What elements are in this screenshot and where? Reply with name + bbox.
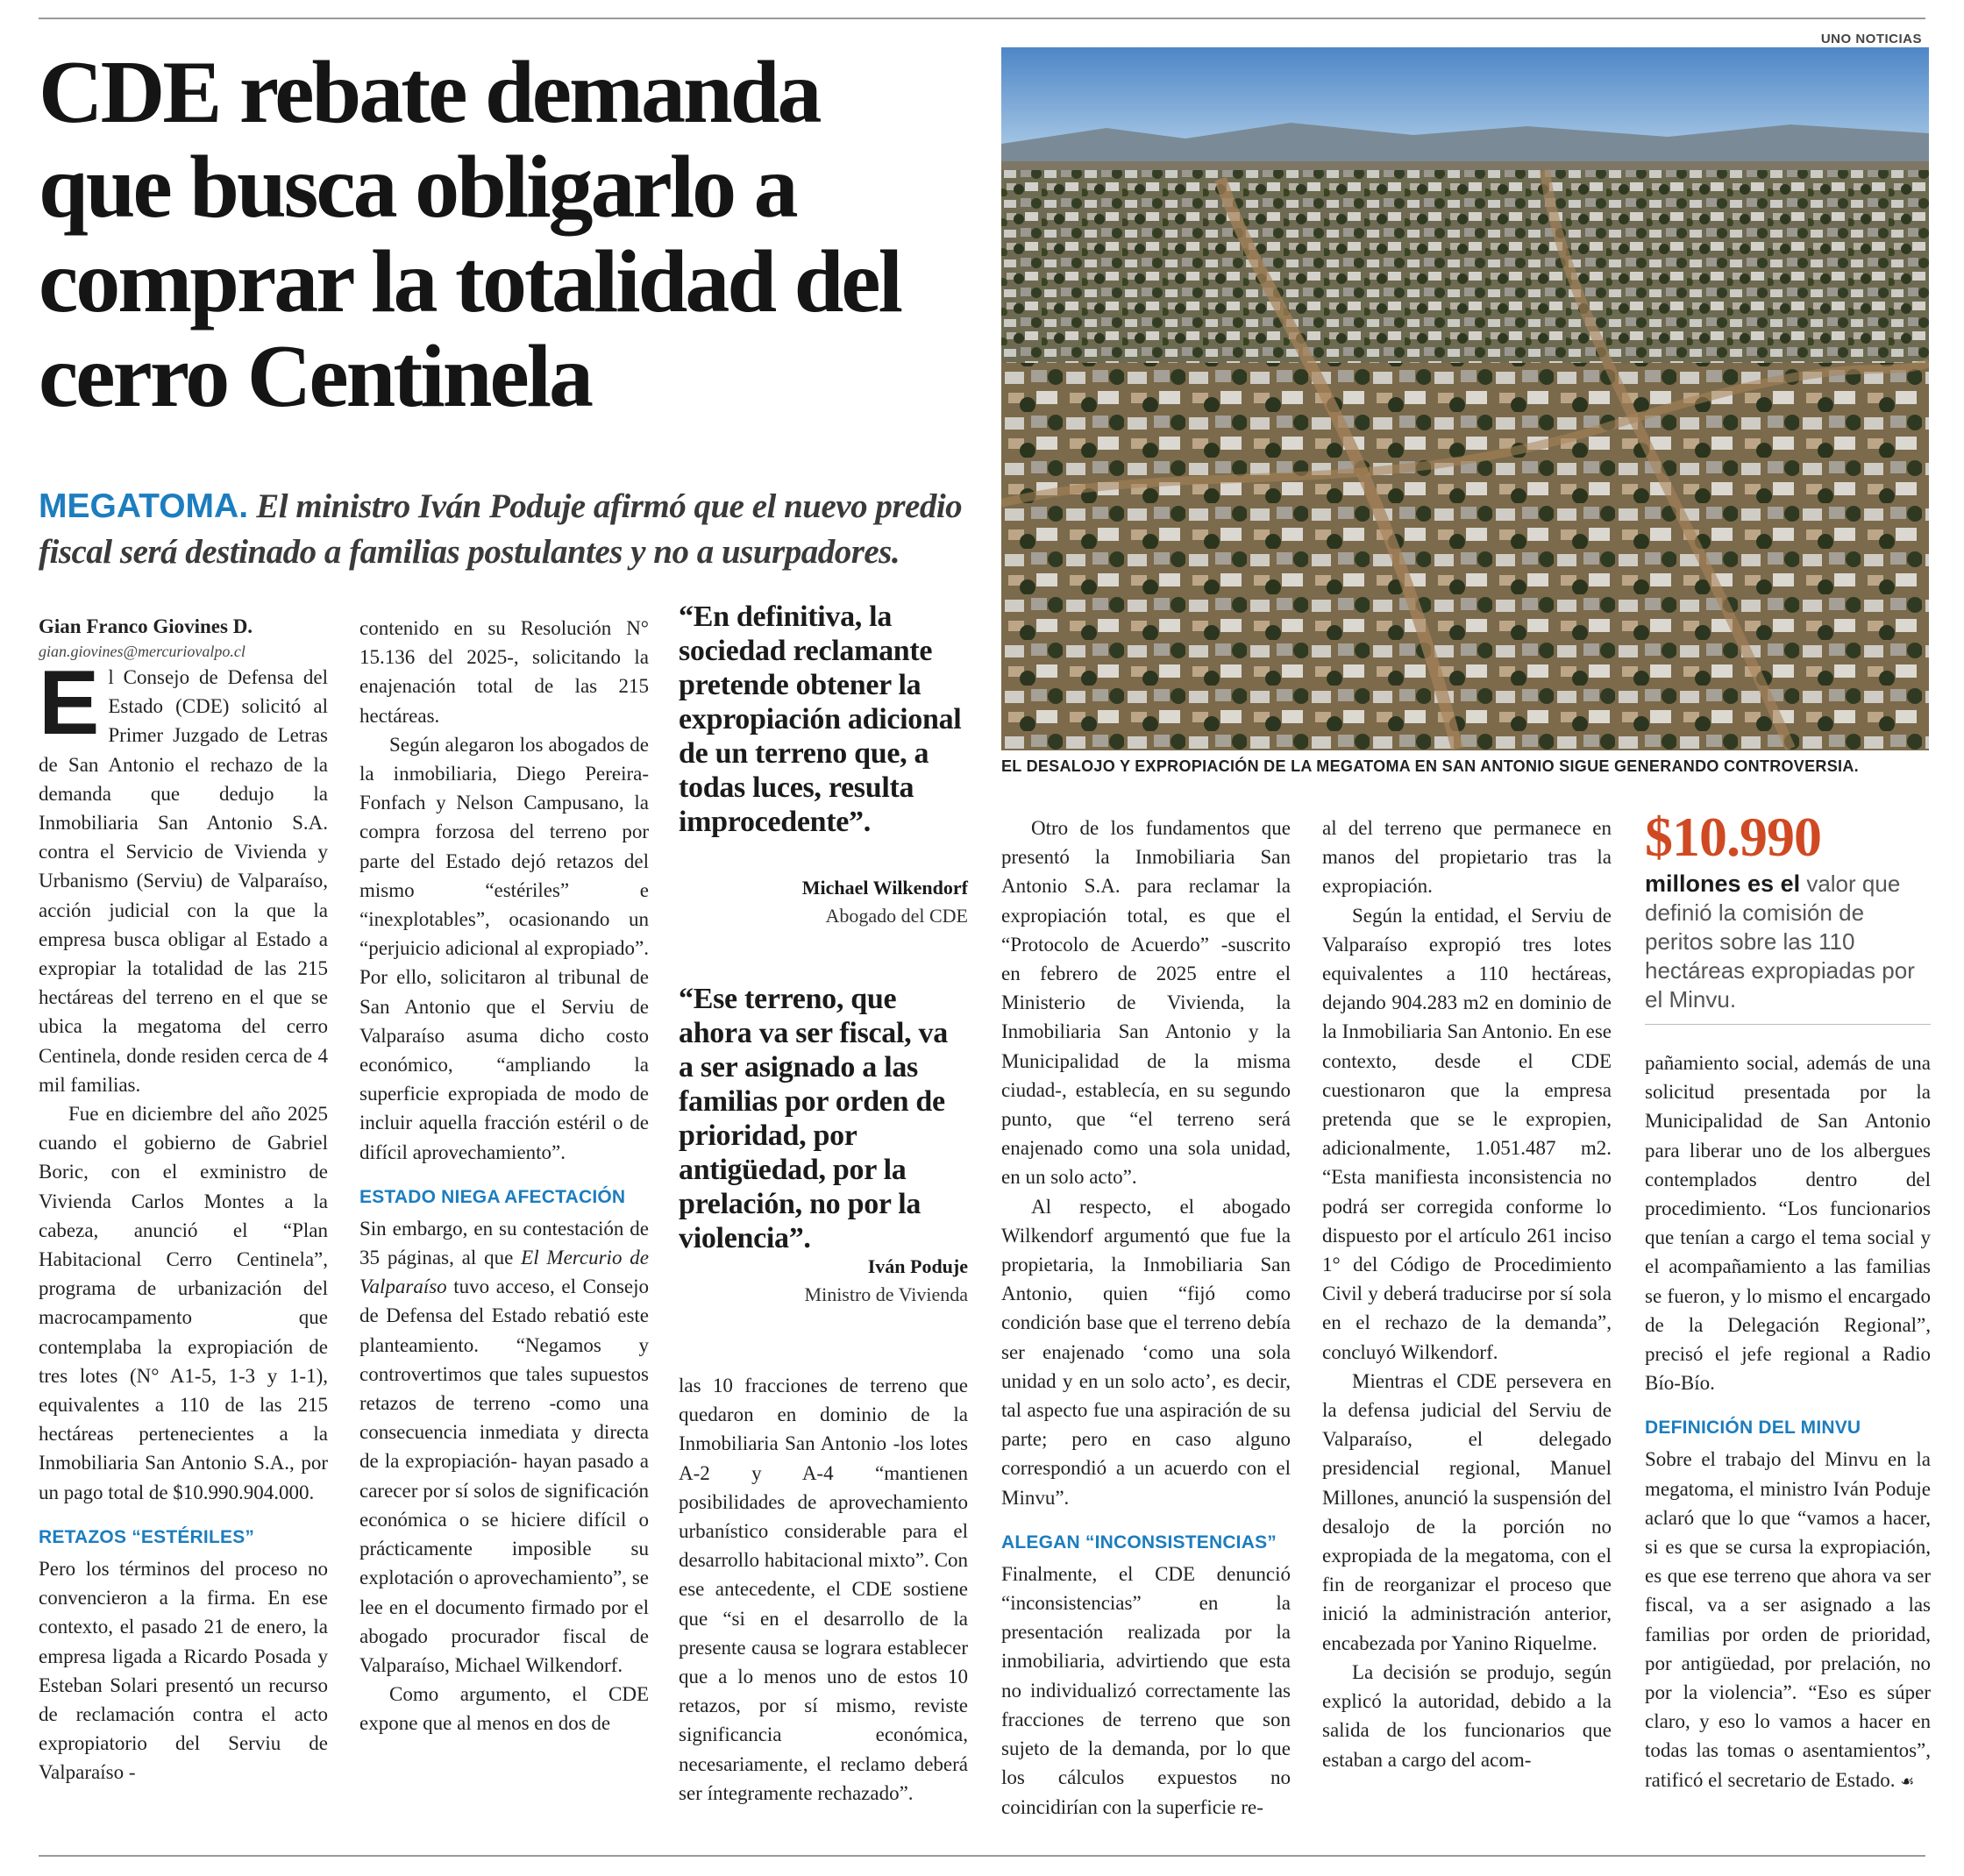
aerial-photo-image	[1001, 47, 1929, 750]
col1-paragraph-2: Fue en diciembre del año 2025 cuando el gobierno de Gabriel Boric, con el exministro de Vivienda Carlos Montes a la cabeza, anunció el “Plan Habitacional Cerro Centinela”, programa de urbanización del macrocampamento que contemplaba la expropiación de tres lotes (N° A1-5, 1-3 y 1-1), equivalentes a 110 de las 215 hectáreas pertenecientes a la Inmobiliaria San Antonio S.A., por un pago total de $10.990.904.000.	[39, 1103, 328, 1503]
fact-figure: $10.990	[1645, 806, 1821, 868]
col6-paragraph-2: Sobre el trabajo del Minvu en la megatoma, el ministro Iván Poduje aclaró que lo que “vamos a hacer, si es que se cursa la expropiación, es que ese terreno que ahora va ser fiscal, va a ser asignado a las familias por orden de prioridad, por antigüedad, por prelación, no por la violencia”. “Eso es súper claro, y eso lo vamos a hacer en todas las tomas o asentamientos”, ratificó el secretario de Estado. ☙	[1645, 1448, 1931, 1791]
pull-quote-2-name: Iván Poduje	[867, 1255, 968, 1277]
column-4	[1001, 814, 1291, 1822]
deck-text: El ministro Iván Poduje afirmó que el nuevo predio fiscal será destinado a familias postulantes y no a usurpadores.	[39, 487, 963, 571]
deck	[39, 484, 977, 575]
col3-paragraph-1: las 10 fracciones de terreno que quedaron en dominio de la Inmobiliaria San Antonio -los lotes A-2 y A-4 “mantienen posibilidades de aprovechamiento urbanístico considerable para el desarrollo habitacional mixto”. Con ese antecedente, el CDE sostiene que “si en el desarrollo de la presente causa se lograra establecer que a lo menos uno de estos 10 retazos, por sí mismo, reviste significancia económica, necesariamente, el reclamo deberá ser íntegramente rechazado”.	[679, 1375, 968, 1804]
column-3	[679, 1371, 968, 1808]
col2-paragraph-1: contenido en su Resolución N° 15.136 del 2025-, solicitando la enajenación total de las 215 hectáreas.	[359, 617, 649, 727]
section-label: UNO NOTICIAS	[1820, 32, 1922, 46]
col4-paragraph-3: Finalmente, el CDE denunció “inconsistencias” en la presentación realizada por la inmobiliaria, advirtiendo que esta no individualizó correctamente las fracciones de terreno que son sujeto de la demanda, por lo que los cálculos expuestos no coincidirían con la superficie re-	[1001, 1562, 1291, 1818]
col4-paragraph-1: Otro de los fundamentos que presentó la Inmobiliaria San Antonio S.A. para reclamar la expropiación total, es que el “Protocolo de Acuerdo” -suscrito en febrero de 2025 entre el Ministerio de Vivienda, la Inmobiliaria San Antonio y la Municipalidad de la misma ciudad-, establecía, en su segundo punto, que “el terreno será enajenado como una sola unidad, en un solo acto”.	[1001, 817, 1291, 1189]
subhead-retazos: RETAZOS “ESTÉRILES”	[39, 1526, 255, 1547]
column-5	[1322, 814, 1612, 1774]
col2-paragraph-3: Sin embargo, en su contestación de 35 páginas, al que El Mercurio de Valparaíso tuvo acceso, el Consejo de Defensa del Estado rebatió este planteamiento. “Negamos y controvertimos que tales supuestos retazos de terreno -como una consecuencia inmediata y directa de la expropiación- hayan pasado a carecer por sí solos de significación económica o se hiciere difícil o prácticamente imposible su explotación o aprovechamiento”, se lee en el documento firmado por el abogado procurador fiscal de Valparaíso, Michael Wilkendorf.	[359, 1217, 649, 1676]
fact-lead: millones es el	[1645, 870, 1801, 897]
col2-paragraph-4: Como argumento, el CDE expone que al menos en dos de	[359, 1683, 649, 1735]
col1-paragraph-3: Pero los términos del proceso no convencieron a la firma. En ese contexto, el pasado 21 de enero, la empresa ligada a Ricardo Posada y Esteban Solari presentó un recurso de reclamación contra el acto expropiatorio del Serviu de Valparaíso -	[39, 1557, 328, 1784]
col1-paragraph-1: l Consejo de Defensa del Estado (CDE) solicitó al Primer Juzgado de Letras de San Antonio el rechazo de la demanda que dedujo la Inmobiliaria San Antonio S.A. contra el Servicio de Vivienda y Urbanismo (Serviu) de Valparaíso, acción judicial con la que la empresa busca obligar al Estado a expropiar la totalidad de las 215 hectáreas del terreno en el que se ubica la megatoma del cerro Centinela, donde residen cerca de 4 mil familias.	[39, 666, 328, 1096]
column-1	[39, 614, 328, 1787]
subhead-minvu: DEFINICIÓN DEL MINVU	[1645, 1418, 1861, 1439]
drop-cap: E	[39, 652, 100, 754]
pull-quote-1-name: Michael Wilkendorf	[801, 877, 968, 899]
col5-paragraph-3: Mientras el CDE persevera en la defensa judicial del Serviu de Valparaíso, el delegado presidencial regional, Manuel Millones, anunció la suspensión del desalojo de la porción no expropiada de la megatoma, con el fin de reorganizar el proceso que inició la administración anterior, encabezada por Yanino Riquelme.	[1322, 1369, 1612, 1654]
end-mark-icon: ☙	[1900, 1772, 1915, 1791]
photo-caption: EL DESALOJO Y EXPROPIACIÓN DE LA MEGATOMA EN SAN ANTONIO SIGUE GENERANDO CONTROVERSIA.	[1001, 757, 1859, 775]
col5-paragraph-1: al del terreno que permanece en manos del propietario tras la expropiación.	[1322, 817, 1612, 898]
fact-text	[1645, 870, 1931, 1014]
pull-quote-2-role: Ministro de Vivienda	[804, 1283, 968, 1305]
subhead-inconsistencias: ALEGAN “INCONSISTENCIAS”	[1001, 1531, 1277, 1553]
pull-quote-2: “Ese terreno, que ahora va ser fiscal, va a ser asignado a las familias por orden de prioridad, por antigüedad, por la prelación, no por la violencia”.	[679, 983, 948, 1254]
byline-author: Gian Franco Giovines D.	[39, 615, 253, 637]
subhead-estado: ESTADO NIEGA AFECTACIÓN	[359, 1186, 626, 1207]
aerial-photo	[1001, 47, 1929, 750]
col2-paragraph-2: Según alegaron los abogados de la inmobiliaria, Diego Pereira-Fonfach y Nelson Campusano, la compra forzosa del terreno por parte del Estado dejó retazos del mismo “estériles” e “inexplotables”, ocasionando un “perjuicio adicional al expropiado”. Por ello, solicitaron al tribunal de San Antonio que el Serviu de Valparaíso asuma dicho costo económico, “ampliando la superficie expropiada de modo de incluir aquella fracción estéril o de difícil aprovechamiento”.	[359, 733, 649, 1163]
col5-paragraph-2: Según la entidad, el Serviu de Valparaíso expropió tres lotes equivalentes a 110 hectáreas, dejando 904.283 m2 en dominio de la Inmobiliaria San Antonio. En ese contexto, desde el CDE cuestionaron que la empresa pretenda que se le expropien, adicionalmente, 1.051.487 m2. “Esta manifiesta inconsistencia no podrá ser corregida conforme lo dispuesto por el artículo 261 inciso 1° del Código de Procedimiento Civil y deberá traducirse por sí sola en el rechazo de la demanda”, concluyó Wilkendorf.	[1322, 904, 1612, 1363]
fact-divider	[1645, 1024, 1931, 1025]
col4-paragraph-2: Al respecto, el abogado Wilkendorf argumentó que fue la propietaria, la Inmobiliaria San Antonio, quien “fijó como condición base que el terreno debía ser enajenado ‘como una sola unidad y en un solo acto’, es decir, tal aspecto fue una aspiración de su parte; pero en caso alguno correspondió a un acuerdo con el Minvu”.	[1001, 1195, 1291, 1509]
byline-email: gian.giovines@mercuriovalpo.cl	[39, 643, 246, 660]
column-6	[1645, 1048, 1931, 1796]
column-2	[359, 614, 649, 1738]
headline: CDE rebate demanda que busca obligarlo a comprar la totalidad del cerro Centinela	[39, 43, 900, 426]
deck-kicker: MEGATOMA.	[39, 487, 249, 525]
top-rule	[39, 18, 1925, 19]
bottom-rule	[39, 1855, 1925, 1857]
col5-paragraph-4: La decisión se produjo, según explicó la autoridad, debido a la salida de los funcionarios que estaban a cargo del acom-	[1322, 1660, 1612, 1771]
pull-quote-1: “En definitiva, la sociedad reclamante pretende obtener la expropiación adicional de un terreno que, a todas luces, resulta improcedente”.	[679, 600, 962, 838]
pull-quote-1-role: Abogado del CDE	[825, 905, 968, 927]
fact-body: valor que definió la comisión de peritos sobre las 110 hectáreas expropiadas por el Minvu.	[1645, 870, 1915, 1013]
col6-paragraph-1: pañamiento social, además de una solicitud presentada por la Municipalidad de San Antonio para liberar uno de los albergues contemplados dentro del procedimiento. “Los funcionarios que tenían a cargo el tema social y el acompañamiento a las familias se fueron, y lo mismo el encargado de la Delegación Regional”, precisó el jefe regional a Radio Bío-Bío.	[1645, 1052, 1931, 1395]
